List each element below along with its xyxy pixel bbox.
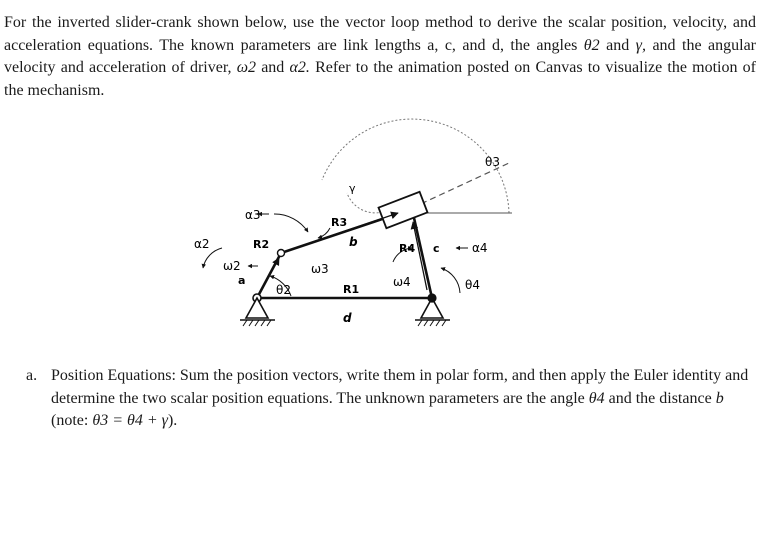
- theta2-label: θ2: [276, 283, 291, 297]
- omega4-label: ω4: [393, 275, 411, 289]
- question-a-text: Position Equations: Sum the position vectors, write them in polar form, and then apply the Euler identity and determine the two scalar position equations. The unknown parameters are the angle θ4 and the distance b (note: θ3 = θ4 + γ).: [51, 367, 749, 429]
- crank-pin: [278, 250, 285, 257]
- vector-r4-arrow: [413, 222, 427, 290]
- ground-support-left: [240, 298, 275, 326]
- alpha2-symbol: α2.: [289, 59, 310, 76]
- omega3-label: ω3: [311, 262, 329, 276]
- ground-pivot-right: [428, 294, 436, 302]
- alpha3-curve: [274, 214, 308, 232]
- gamma-symbol: γ,: [635, 36, 646, 54]
- alpha2-label: α2: [194, 237, 210, 251]
- a-label: a: [238, 274, 246, 287]
- theta4-arc-arrow: [441, 268, 460, 293]
- theta4-symbol: θ4: [588, 389, 605, 407]
- question-a: [26, 365, 752, 433]
- theta4-label: θ4: [465, 278, 480, 292]
- slider-block: [379, 192, 428, 228]
- omega2-label: ω2: [223, 259, 241, 273]
- d-label: d: [343, 311, 352, 325]
- b-symbol: b: [715, 389, 724, 407]
- problem-statement: For the inverted slider-crank shown below, use the vector loop method to derive the scalar position, velocity, and acceleration equations. The known parameters are link lengths a, c, and d, the angles θ2 and γ, and the angular velocity and acceleration of driver, ω2 and α2. Refer to the animation posted on Canvas to visualize the motion of the mechanism.: [4, 14, 757, 99]
- coupler-extension-line: [412, 163, 509, 208]
- r2-label: R2: [253, 238, 270, 251]
- note-equation: θ3 = θ4 + γ: [92, 412, 168, 429]
- r3-label: R3: [331, 216, 348, 229]
- alpha3-label: α3: [245, 208, 261, 222]
- c-label: c: [433, 242, 440, 255]
- b-label: b: [349, 235, 358, 249]
- r1-label: R1: [343, 283, 360, 296]
- theta2-symbol: θ2: [583, 36, 600, 54]
- r4-label: R4: [399, 242, 416, 255]
- alpha2-arrow: [203, 248, 222, 268]
- gamma-label: γ: [349, 182, 356, 195]
- question-a-marker: a.: [26, 367, 38, 384]
- alpha4-label: α4: [472, 241, 488, 255]
- theta3-label: θ3: [485, 155, 500, 169]
- omega2-symbol: ω2: [236, 59, 257, 76]
